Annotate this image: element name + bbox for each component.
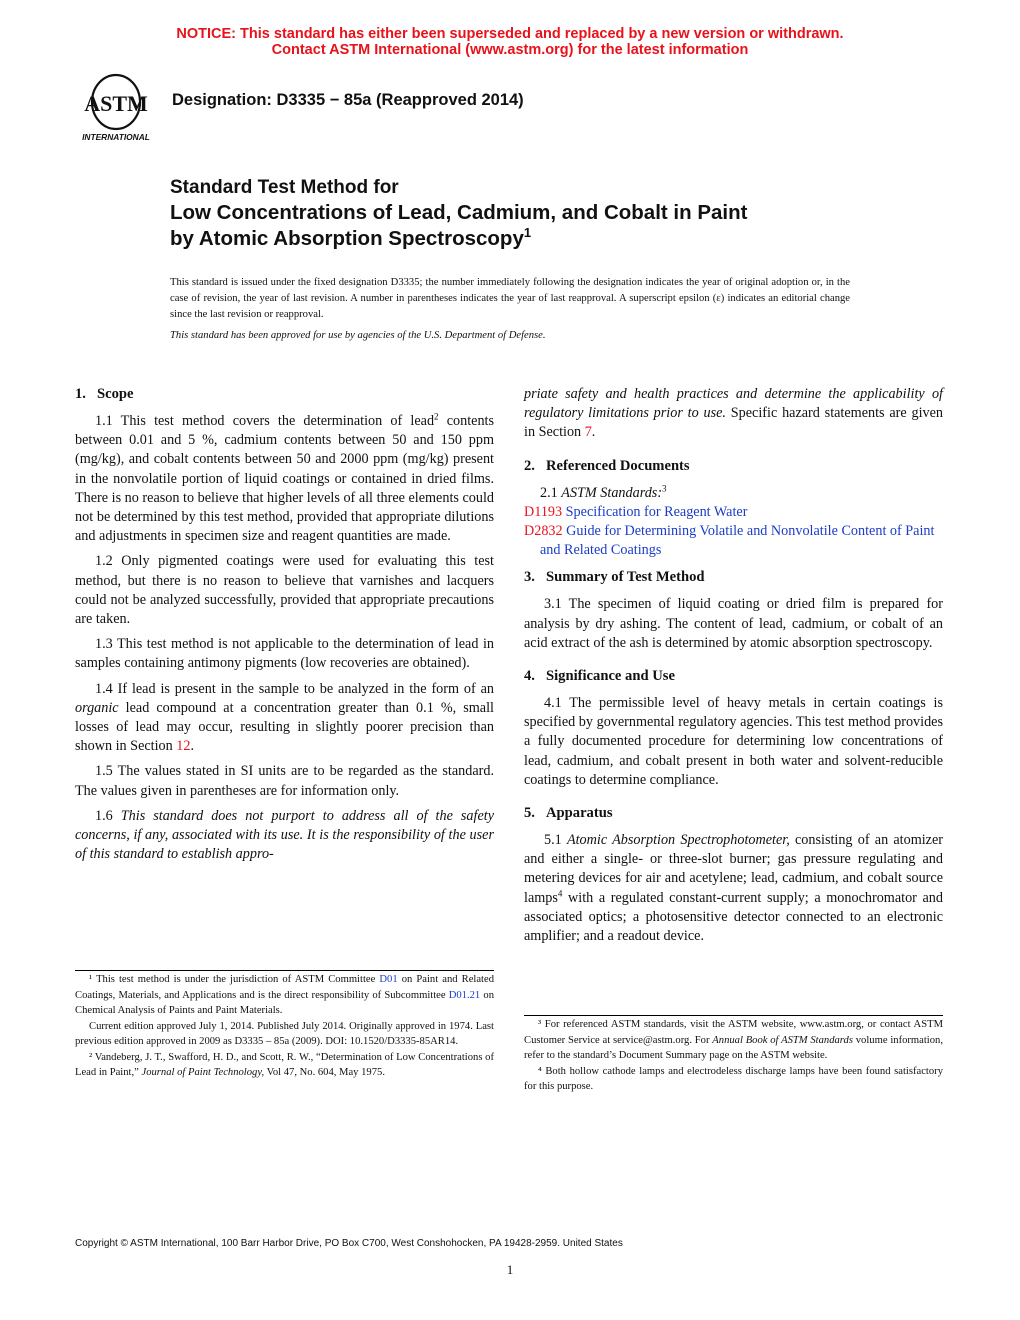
paragraph-5-1: 5.1 Atomic Absorption Spectrophotometer, consisting of an atomizer and either a single- or three-slot burner; gas pressure regulating and metering devices for air and acetylene; lead, cadmium, and cobalt source lamps$^4$ with a regulated constant-current supply; a monochromator and associated optics; a photosensitive detector connected to an electronic amplifier; and a readout device. bbox=[524, 832, 943, 945]
paragraph-1-6: 1.6 This standard does not purport to address all of the safety concerns, if any, associated with its use. It is the responsibility of the user of this standard to establish appro- bbox=[75, 807, 494, 863]
section-heading-referenced-documents: 2. Referenced Documents bbox=[524, 457, 690, 474]
paragraph-1-5: 1.5 The values stated in SI units are to be regarded as the standard. The values given in parentheses are for information only. bbox=[75, 763, 494, 799]
footnotes-left bbox=[75, 970, 494, 1081]
section-7-link[interactable]: 7 bbox=[584, 424, 592, 441]
title-line-3 bbox=[170, 226, 870, 252]
notice-line-1: NOTICE: This standard has either been superseded and replaced by a new version or withdrawn. bbox=[176, 26, 844, 42]
right-column bbox=[524, 385, 943, 952]
title-line-3-text: by Atomic Absorption Spectroscopy bbox=[170, 227, 524, 250]
astm-standards-label: 2.1 ASTM Standards:$^3$ bbox=[540, 482, 667, 501]
dod-approval-note: This standard has been approved for use by agencies of the U.S. Department of Defense. bbox=[170, 330, 546, 341]
paragraph-1-1: 1.1 This test method covers the determination of lead$^2$ contents between 0.01 and 5 %, cadmium contents between 50 and 150 ppm (mg/kg), and cobalt contents between 50 and 2000 ppm (mg/kg) present in the nonvolatile portion of liquid coatings or contained in dried films. There is no reason to believe that higher levels of all three elements could not be determined by this test method, provided that appropriate dilutions and adjustments in specimen size and reagent quantities are made. bbox=[75, 411, 495, 545]
reference-d1193[interactable]: D1193 Specification for Reagent Water bbox=[524, 503, 748, 520]
astm-logo bbox=[74, 70, 164, 144]
reference-d2832[interactable]: D2832 Guide for Determining Volatile and Nonvolatile Content of Paint and Related Coatings bbox=[524, 523, 935, 559]
footnote-2: ² Vandeberg, J. T., Swafford, H. D., and Scott, R. W., “Determination of Low Concentrations of Lead in Paint,” Journal of Paint Technology, Vol 47, No. 604, May 1975. bbox=[75, 1051, 494, 1078]
section-heading-scope: 1. Scope bbox=[75, 386, 134, 402]
title-footnote-ref[interactable]: 1 bbox=[523, 225, 532, 241]
title-line-2: Low Concentrations of Lead, Cadmium, and Cobalt in Paint bbox=[170, 201, 748, 224]
withdrawn-notice bbox=[0, 26, 1020, 58]
paragraph-1-3: 1.3 This test method is not applicable to the determination of lead in samples containing antimony pigments (low recoveries are obtained). bbox=[75, 636, 494, 672]
section-heading-summary: 3. Summary of Test Method bbox=[524, 569, 705, 586]
copyright-line: Copyright © ASTM International, 100 Barr Harbor Drive, PO Box C700, West Conshohocken, PA 19428-2959. United States bbox=[75, 1238, 623, 1249]
paragraph-3-1: 3.1 The specimen of liquid coating or dried film is prepared for analysis by dry ashing. The content of lead, cadmium, or cobalt of an acid extract of the ash is determined by atomic absorption spectroscopy. bbox=[524, 596, 943, 651]
paragraph-1-2: 1.2 Only pigmented coatings were used for evaluating this test method, but there is no reason to believe that varnishes and lacquers could not be analyzed successfully, provided that appropriate precautions are taken. bbox=[75, 553, 494, 628]
footnote-3: ³ For referenced ASTM standards, visit the ASTM website, www.astm.org, or contact ASTM Customer Service at service@astm.org. For Annual Book of ASTM Standards volume information, refer to the standard’s Document Summary page on the ASTM website. bbox=[524, 1019, 943, 1061]
logo-mark-text: ASTM bbox=[84, 91, 148, 116]
page-number: 1 bbox=[506, 1262, 514, 1277]
designation: Designation: D3335 − 85a (Reapproved 2014) bbox=[172, 91, 524, 109]
footnote-1: ¹ This test method is under the jurisdiction of ASTM Committee D01 on Paint and Related Coatings, Materials, and Applications and is the direct responsibility of Subcommittee D01.21 on Chemical Analysis of Paints and Paint Materials. bbox=[75, 974, 494, 1016]
paragraph-1-4: 1.4 If lead is present in the sample to be analyzed in the form of an organic lead compound at a concentration greater than 0.1 %, small losses of lead may occur, resulting in slightly poorer precision than shown in Section 12. bbox=[75, 680, 494, 755]
issuance-note: This standard is issued under the fixed designation D3335; the number immediately following the designation indicates the year of original adoption or, in the case of revision, the year of last revision. A number in parentheses indicates the year of last reapproval. A superscript epsilon (ε) indicates an editorial change since the last revision or reapproval. bbox=[170, 277, 850, 320]
astm-logo-icon bbox=[74, 70, 164, 144]
document-title bbox=[170, 175, 870, 252]
title-line-1: Standard Test Method for bbox=[170, 177, 399, 198]
d01-link[interactable]: D01 bbox=[379, 974, 398, 985]
footnotes-right bbox=[524, 1015, 943, 1095]
section-heading-apparatus: 5. Apparatus bbox=[524, 805, 613, 822]
logo-wordmark: INTERNATIONAL bbox=[82, 132, 150, 142]
paragraph-1-6-cont: priate safety and health practices and determine the applicability of regulatory limitations prior to use. Specific hazard statements are given in Section 7. bbox=[524, 386, 944, 441]
footnote-4: ⁴ Both hollow cathode lamps and electrodeless discharge lamps have been found satisfactory for this purpose. bbox=[524, 1065, 943, 1092]
d01-21-link[interactable]: D01.21 bbox=[448, 989, 481, 1001]
paragraph-4-1: 4.1 The permissible level of heavy metals in certain coatings is specified by governmental regulatory agencies. This test method provides a fully documented procedure for determining low concentrations of lead, cadmium, and cobalt present in both water and solvent-reducible coatings to determine compliance. bbox=[524, 695, 943, 788]
section-12-link[interactable]: 12 bbox=[176, 738, 191, 755]
referenced-documents-list bbox=[524, 484, 943, 561]
footnote-1-edition: Current edition approved July 1, 2014. Published July 2014. Originally approved in 1974. Last previous edition approved in 2009 as D3335 – 85a (2009). DOI: 10.1520/D3335-85AR14. bbox=[75, 1020, 494, 1047]
section-heading-significance: 4. Significance and Use bbox=[524, 668, 675, 685]
left-column bbox=[75, 385, 494, 870]
notice-line-2: Contact ASTM International (www.astm.org) for the latest information bbox=[271, 42, 749, 58]
